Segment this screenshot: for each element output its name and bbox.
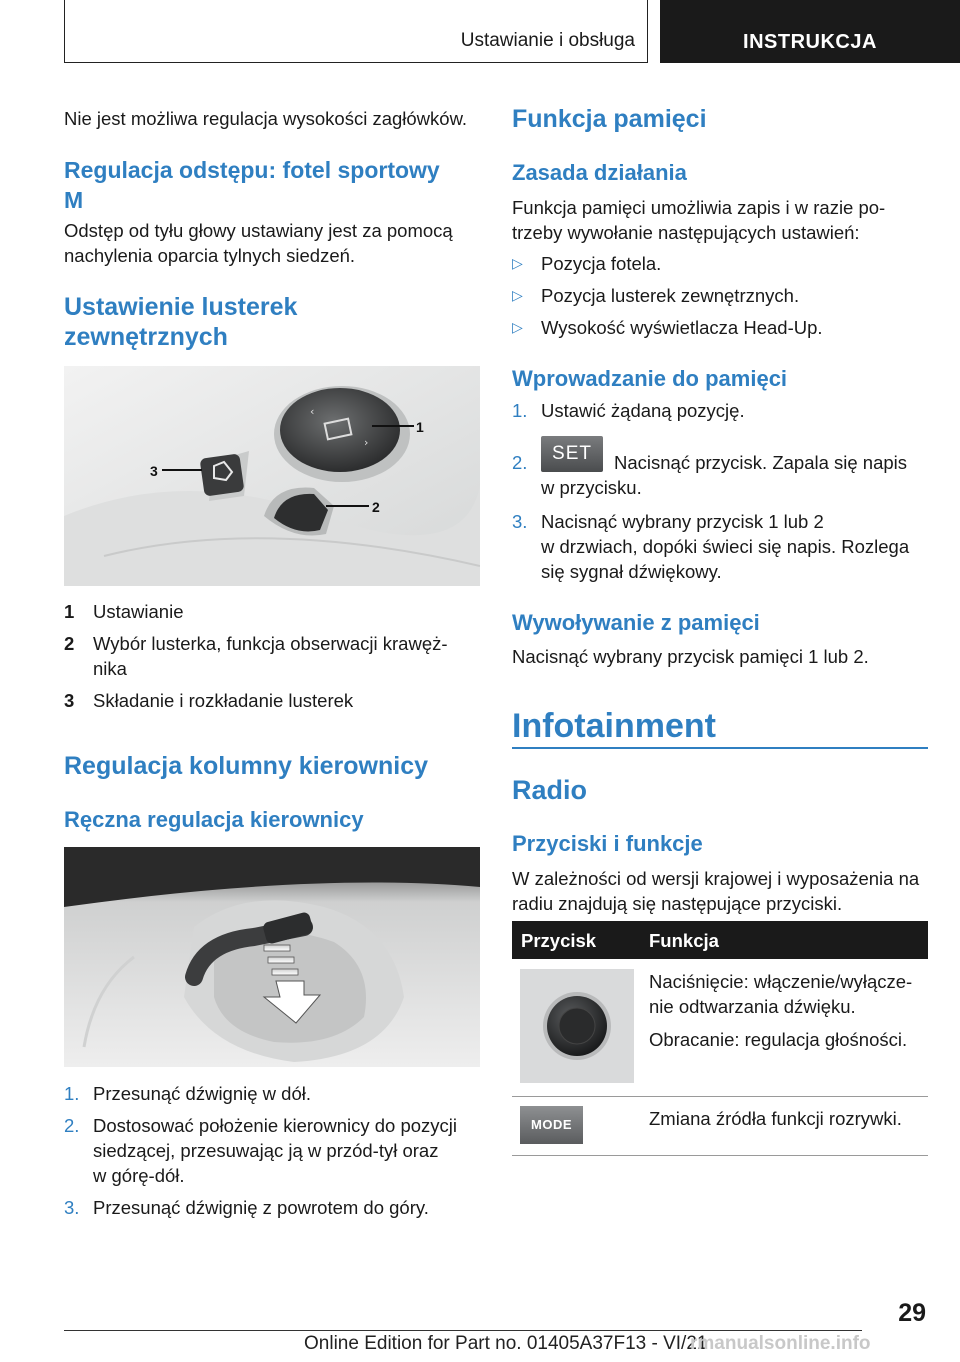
callout-3: 3 xyxy=(150,463,158,479)
infotainment-rule xyxy=(512,747,928,749)
page-number: 29 xyxy=(898,1299,926,1327)
heading-sport-seat: Regulacja odstępu: fotel sportowy M xyxy=(64,157,440,213)
step-item: 1. Ustawić żądaną pozycję. xyxy=(512,400,745,421)
volume-knob-image xyxy=(520,969,634,1083)
step-item: 3. Przesunąć dźwignię z powrotem do góry. xyxy=(64,1197,429,1218)
svg-text:›: › xyxy=(364,436,369,449)
heading-buttons-functions: Przyciski i funkcje xyxy=(512,831,703,856)
triangle-bullet-icon: ▷ xyxy=(512,287,523,303)
store-steps xyxy=(512,398,928,588)
heading-steering-column: Regulacja kolumny kierownicy xyxy=(64,752,429,780)
principle-text: Funkcja pamięci umożliwia zapis i w razie po- trzeby wywołanie następujących ustawień: xyxy=(512,197,886,243)
bullet-item: ▷ Pozycja lusterek zewnętrznych. xyxy=(512,285,800,306)
heading-recall: Wywoływanie z pamięci xyxy=(512,610,760,635)
legend-item: 2 Wybór lusterka, funkcja obserwacji krawęż- nika xyxy=(64,633,448,679)
intro-text: Nie jest możliwa regulacja wysokości zagłówków. xyxy=(64,108,468,129)
mirror-controls-image xyxy=(64,366,480,586)
svg-text:‹: ‹ xyxy=(310,405,315,418)
legend-item: 1 Ustawianie xyxy=(64,601,184,622)
section-title: Ustawianie i obsługa xyxy=(460,30,635,51)
step-item: 1. Przesunąć dźwignię w dół. xyxy=(64,1083,311,1104)
heading-memory-function: Funkcja pamięci xyxy=(512,105,707,133)
column-header-button: Przycisk xyxy=(521,930,597,951)
buttons-text: W zależności od wersji krajowej i wyposażenia na radiu znajdują się następujące przyciski. xyxy=(512,868,920,914)
heading-manual-adjustment: Ręczna regulacja kierownicy xyxy=(64,807,364,832)
heading-store: Wprowadzanie do pamięci xyxy=(512,366,788,391)
watermark: rmanualsonline.info xyxy=(690,1333,871,1354)
table-divider xyxy=(512,1096,928,1097)
header-tab: INSTRUKCJA xyxy=(660,0,960,63)
volume-knob-icon xyxy=(520,969,634,1083)
set-button-image: SET xyxy=(541,436,603,472)
table-row-1-function: Naciśnięcie: włączenie/wyłącze- nie odtwarzania dźwięku. Obracanie: regulacja głośności. xyxy=(649,971,913,1050)
footer-rule xyxy=(64,1330,862,1331)
step-item: 3. Nacisnąć wybrany przycisk 1 lub 2 w drzwiach, dopóki świeci się napis. Rozlega się sygnał dźwiękowy. xyxy=(512,511,910,582)
triangle-bullet-icon: ▷ xyxy=(512,319,523,335)
bullet-item: ▷ Pozycja fotela. xyxy=(512,253,662,274)
heading-principle: Zasada działania xyxy=(512,160,687,185)
recall-text: Nacisnąć wybrany przycisk pamięci 1 lub 2. xyxy=(512,646,869,667)
triangle-bullet-icon: ▷ xyxy=(512,255,523,271)
step-item: 2. Dostosować położenie kierownicy do pozycji siedzącej, przesuwając ją w przód-tył oraz w górę-dół. xyxy=(64,1115,458,1186)
steering-lever-image xyxy=(64,847,480,1067)
callout-2: 2 xyxy=(372,499,380,515)
heading-radio: Radio xyxy=(512,775,588,805)
mode-button-image: MODE xyxy=(520,1106,583,1144)
bullet-item: ▷ Wysokość wyświetlacza Head-Up. xyxy=(512,317,823,338)
mirror-controls-illustration xyxy=(64,366,480,586)
table-bottom-rule xyxy=(512,1155,928,1156)
legend-item: 3 Składanie i rozkładanie lusterek xyxy=(64,690,354,711)
column-header-function: Funkcja xyxy=(649,930,719,951)
heading-mirrors: Ustawienie lusterek zewnętrznych xyxy=(64,293,298,351)
callout-1: 1 xyxy=(416,419,424,435)
edition-text: Online Edition for Part no. 01405A37F13 - VI/21 xyxy=(304,1333,708,1354)
heading-infotainment: Infotainment xyxy=(512,707,716,745)
mirror-legend xyxy=(64,599,480,724)
table-row-2-function: Zmiana źródła funkcji rozrywki. xyxy=(649,1108,902,1129)
table-header xyxy=(512,921,928,959)
step-item: 2. SET Nacisnąć przycisk. Zapala się napis w przycisku. xyxy=(512,436,928,496)
sport-seat-text: Odstęp od tyłu głowy ustawiany jest za pomocą nachylenia oparcia tylnych siedzeń. xyxy=(64,220,453,266)
memory-bullets xyxy=(512,251,928,346)
steering-lever-illustration xyxy=(64,847,480,1067)
steering-steps xyxy=(64,1081,480,1231)
